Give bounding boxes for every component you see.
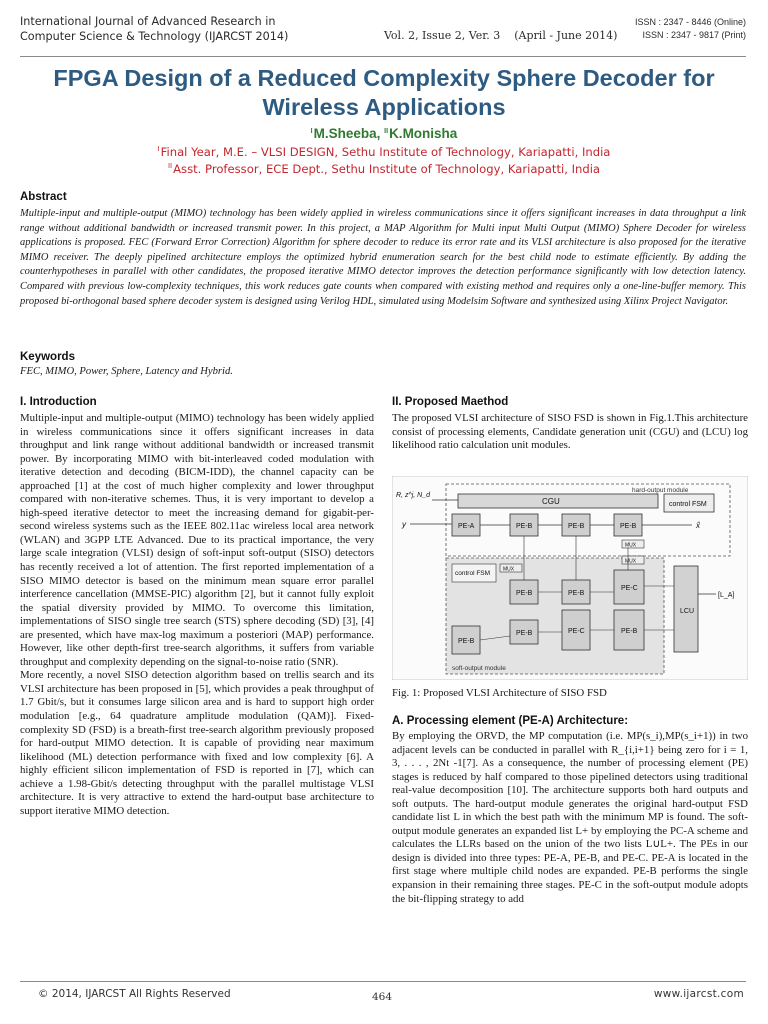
proposed-method-heading: II. Proposed Maethod [392, 396, 509, 408]
copyright-notice: © 2014, IJARCST All Rights Reserved [38, 988, 231, 1000]
mux-soft-label-1: MUX [503, 566, 515, 573]
control-fsm-top-label: control FSM [669, 501, 707, 508]
output-x-label: x̂ [696, 521, 700, 530]
affiliation-2 [0, 162, 768, 176]
pe-b-soft-label-5: PE-B [458, 638, 475, 645]
author-list [0, 126, 768, 141]
period-label: (April - June 2014) [514, 29, 618, 42]
issn-online: ISSN : 2347 - 8446 (Online) [634, 17, 746, 27]
affiliation1-text: Final Year, M.E. – VLSI DESIGN, Sethu Institute of Technology, Kariapatti, India [160, 145, 611, 159]
output-la-label: [L_A] [718, 592, 735, 599]
mux-top-label: MUX [625, 542, 637, 549]
pea-paragraph: By employing the ORVD, the MP computation (i.e. MP(s_i),MP(s_i+1)) in two adjacent levels can be conducted in parallel with R_{i,i+1} being zero for i = 1, 3, . . . , 2Nt -1[7]. As a consequence, the number of processing element (PE) stages is reduced by half compared to those pipelined detectors using traditional real-value decomposition [10]. The architecture supports both hard outputs and soft outputs. The hard-output module generates the original hard-output FSD candidate list L in which the best path with the minimum MP is found. The soft-output module generates an expanded list L+ by employing the PC-A scheme and calculates the LLRs based on the union of the two lists L∪L+. The PEs in our design is divided into three types: PE-A, PE-B, and PE-C. PE-A is located in the first stage where multiple child nodes are expanded. PE-B performs the single expansion in their remaining three stages. PE-C in the soft-output module adopts the bit-flipping strategy to add [392, 730, 748, 905]
abstract-text: Multiple-input and multiple-output (MIMO) technology has been widely applied in wireless communications since it offers significant increases in data throughput a link range without additional bandwidth or increased transmit power. In this project, a MAP Algorithm for Multi input Multi Output (MIMO) Sphere Decoder for wireless applications is proposed. FEC (Forward Error Correction) Algorithm for sphere decoder to reduce its error rate and its VLSI architecture is also proposed for the iterative MIMO receiver. The deeply pipelined architecture employs the optimized hybrid enumeration search for the best child node to estimate efficiently. By adding the counterhypotheses in parallel with other candidates, the proposed iterative MIMO detector improves the detection performance significantly with low detection latency. Compared with previous low-complexity techniques, this work reduces gate counts when compared with existing method and requires only a one-line-buffer memory. This proposed bi-orthogonal based sphere decoder system is designed using Verilog HDL, simulated using Modelsim Software and synthesized using Xilinx Project Navigator. [20, 208, 746, 307]
control-fsm-soft-label: control FSM [455, 570, 491, 577]
journal-header [20, 14, 746, 56]
lcu-label: LCU [680, 608, 695, 615]
issue-info [384, 29, 617, 42]
input-r-label: R, z^j, N_d [396, 492, 431, 499]
pe-b-soft-label-3: PE-B [516, 630, 533, 637]
keywords-text: FEC, MIMO, Power, Sphere, Latency and Hybrid. [20, 366, 233, 377]
pea-body [392, 730, 748, 906]
pe-b-soft-label-4: PE-B [621, 628, 638, 635]
architecture-diagram [392, 476, 748, 680]
journal-name-line2: Computer Science & Technology (IJARCST 2014) [20, 30, 289, 43]
pe-b-top-label-1: PE-B [516, 523, 533, 530]
affiliation1-mark: I [157, 145, 160, 154]
architecture-figure [392, 476, 748, 680]
paper-title: FPGA Design of a Reduced Complexity Sphere Decoder for Wireless Applications [53, 65, 715, 120]
issn-print: ISSN : 2347 - 9817 (Print) [642, 30, 746, 40]
pe-c-soft-label-2: PE-C [568, 628, 585, 635]
intro-paragraph-1: Multiple-input and multiple-output (MIMO) technology has been widely applied in wireless communications since it offers significant increases in data throughput and link range without additional bandwidth or increased transmit power. By incorporating MIMO with bit-interleaved coded modulation with iterative detection and decoding (BICM-IDD), the channel capacity can be approached [1] at the cost of much higher complexity and lower throughput compared with non-iterative schemes. Thus, it is very important to develop a high-speed iterative detector to meet the increasing demand for gigabit-per-second wireless systems such as the IEEE 802.11ac wireless local area network (WLAN) and 3GPP LTE Advanced. Due to its practical importance, the very large scale integration (VLSI) design of soft-input soft-output (SISO) detectors has recently received a lot of attention. The first reported implementation of a SISO MIMO detector is based on the minimum mean square error parallel interference cancellation (MMSE-PIC) algorithm [2], but it cannot fully exploit the spatial diversity provided by MIMO. To overcome this limitation, implementations of SISO single tree search (STS) sphere decoding (SD) [3], [4] are presented, which have max-log maximum a posteriori (MAP) performance. However, like other depth-first tree-search algorithms, it suffers from variable throughput and complexity depending on the signal-to-noise ratio (SNR). [20, 412, 374, 668]
header-divider [20, 56, 746, 57]
cgu-label: CGU [542, 497, 560, 506]
pe-c-soft-label-1: PE-C [621, 585, 638, 592]
footer-divider [20, 981, 746, 982]
pe-a-top-label: PE-A [458, 523, 475, 530]
author1-mark: I [310, 127, 313, 135]
author2-name: K.Monisha [389, 126, 458, 141]
journal-name-line1: International Journal of Advanced Research in [20, 15, 276, 28]
author2-mark: II [384, 127, 389, 135]
affiliation-1 [0, 145, 768, 159]
hard-module-label: hard-output module [632, 487, 689, 494]
introduction-heading: I. Introduction [20, 396, 97, 408]
proposed-method-intro [392, 412, 748, 453]
figure-caption: Fig. 1: Proposed VLSI Architecture of SISO FSD [392, 687, 607, 699]
introduction-body [20, 412, 374, 818]
abstract-heading: Abstract [20, 191, 67, 203]
pea-heading: A. Processing element (PE-A) Architecture: [392, 715, 629, 727]
journal-name [20, 14, 288, 44]
issn-block [635, 16, 746, 42]
pe-b-soft-label-2: PE-B [568, 590, 585, 597]
soft-module-label: soft-output module [452, 665, 506, 672]
affiliation2-mark: II [167, 162, 173, 171]
mux-soft-label-2: MUX [625, 558, 637, 565]
journal-website[interactable]: www.ijarcst.com [653, 988, 744, 1000]
keywords-heading: Keywords [20, 351, 75, 363]
pe-b-soft-label-1: PE-B [516, 590, 533, 597]
intro-paragraph-2: More recently, a novel SISO detection algorithm based on trellis search and its VLSI architecture has been proposed in [5], which provides a peak throughput of 1.7 Gbit/s, but it consumes large silicon area and is hard to support high order modulation [e.g., 64 quadrature amplitude modulation (QAM)]. Fixed-complexity SD (FSD) is a breath-first tree-search algorithm previously proposed for hard-output MIMO detection. It is capable of providing near maximum likelihood (ML) detection performance with fixed and low complexity [6]. A highly efficient silicon implementation of FSD is reported in [7], which can achieve a 1.98-Gbit/s detecting throughput with the parallel multistage VLSI architecture. It is very attractive to extend the hard-output base architecture to support iterative MIMO detection. [20, 669, 374, 817]
pe-b-top-label-3: PE-B [620, 523, 637, 530]
affiliation2-text: Asst. Professor, ECE Dept., Sethu Institute of Technology, Kariapatti, India [173, 162, 601, 176]
input-y-label: y [402, 520, 406, 529]
page-number: 464 [372, 991, 393, 1003]
proposed-paragraph-1: The proposed VLSI architecture of SISO FSD is shown in Fig.1.This architecture consist of processing elements, Candidate generation unit (CGU) and (LCU) log likelihood ratio calculation unit modules. [392, 412, 748, 452]
volume-label: Vol. 2, Issue 2, Ver. 3 [384, 29, 501, 42]
pe-b-top-label-2: PE-B [568, 523, 585, 530]
author1-name: M.Sheeba, [313, 126, 381, 141]
